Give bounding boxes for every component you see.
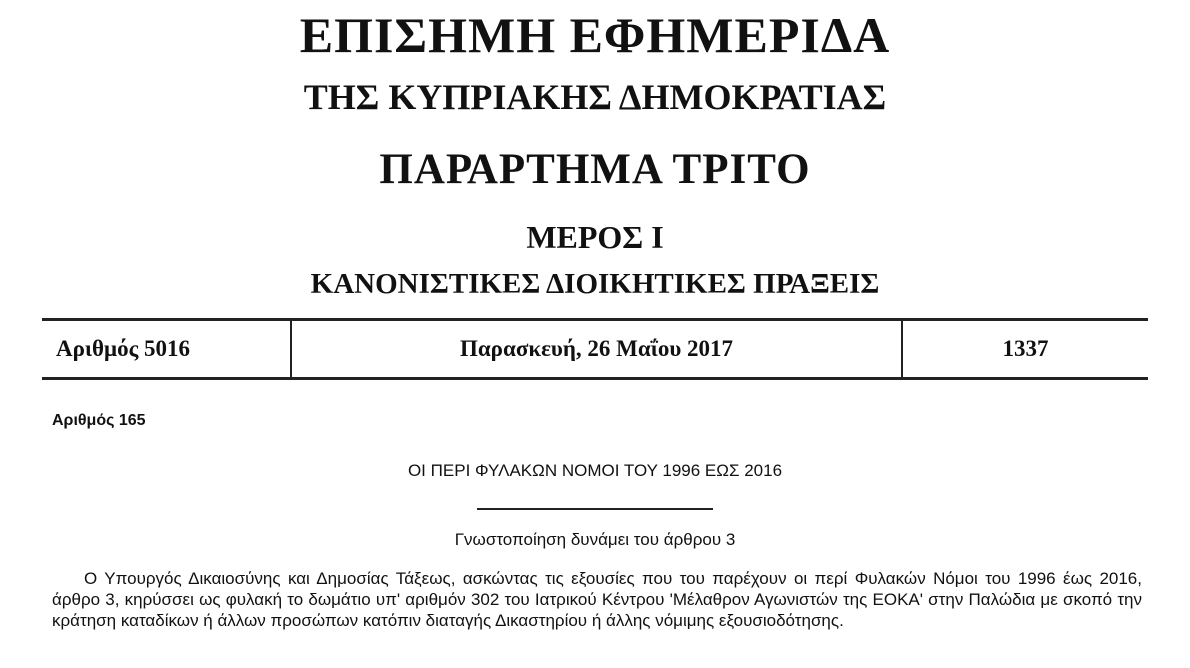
page-number: 1337 (1002, 336, 1049, 361)
masthead-table (42, 318, 1148, 380)
section-title: ΚΑΝΟΝΙΣΤΙΚΕΣ ΔΙΟΙΚΗΤΙΚΕΣ ΠΡΑΞΕΙΣ (310, 268, 880, 300)
gazette-subtitle: ΤΗΣ ΚΥΠΡΙΑΚΗΣ ΔΗΜΟΚΡΑΤΙΑΣ (303, 77, 887, 117)
annex-title: ΠΑΡΑΡΤΗΜΑ ΤΡΙΤΟ (379, 146, 811, 193)
notice-subtitle: Γνωστοποίηση δυνάμει του άρθρου 3 (454, 530, 736, 549)
gazette-title: ΕΠΙΣΗΜΗ ΕΦΗΜΕΡΙΔΑ (299, 7, 891, 63)
notice-number: Αριθμός 165 (52, 412, 146, 429)
law-title: ΟΙ ΠΕΡΙ ΦΥΛΑΚΩΝ ΝΟΜΟΙ ΤΟΥ 1996 ΕΩΣ 2016 (407, 461, 783, 480)
issue-date: Παρασκευή, 26 Μαΐου 2017 (292, 321, 903, 377)
part-title: ΜΕΡΟΣ Ι (526, 219, 664, 255)
issue-number: Αριθμός 5016 (42, 321, 292, 377)
notice-body: Ο Υπουργός Δικαιοσύνης και Δημοσίας Τάξεως, ασκώντας τις εξουσίες που του παρέχουν οι περί Φυλακών Νόμοι του 1996 έως 2016, άρθρο 3, κηρύσσει ως φυλακή το δωμάτιο υπ' αριθμόν 302 του Ιατρικού Κέντρου 'Μέλαθρον Αγωνιστών της ΕΟΚΑ' στην Παλώδια με σκοπό την κράτηση καταδίκων ή άλλων προσώπων κατόπιν διαταγής Δικαστηρίου ή άλλης νόμιμης εξουσιοδότησης. (52, 569, 1142, 630)
divider (477, 508, 713, 510)
